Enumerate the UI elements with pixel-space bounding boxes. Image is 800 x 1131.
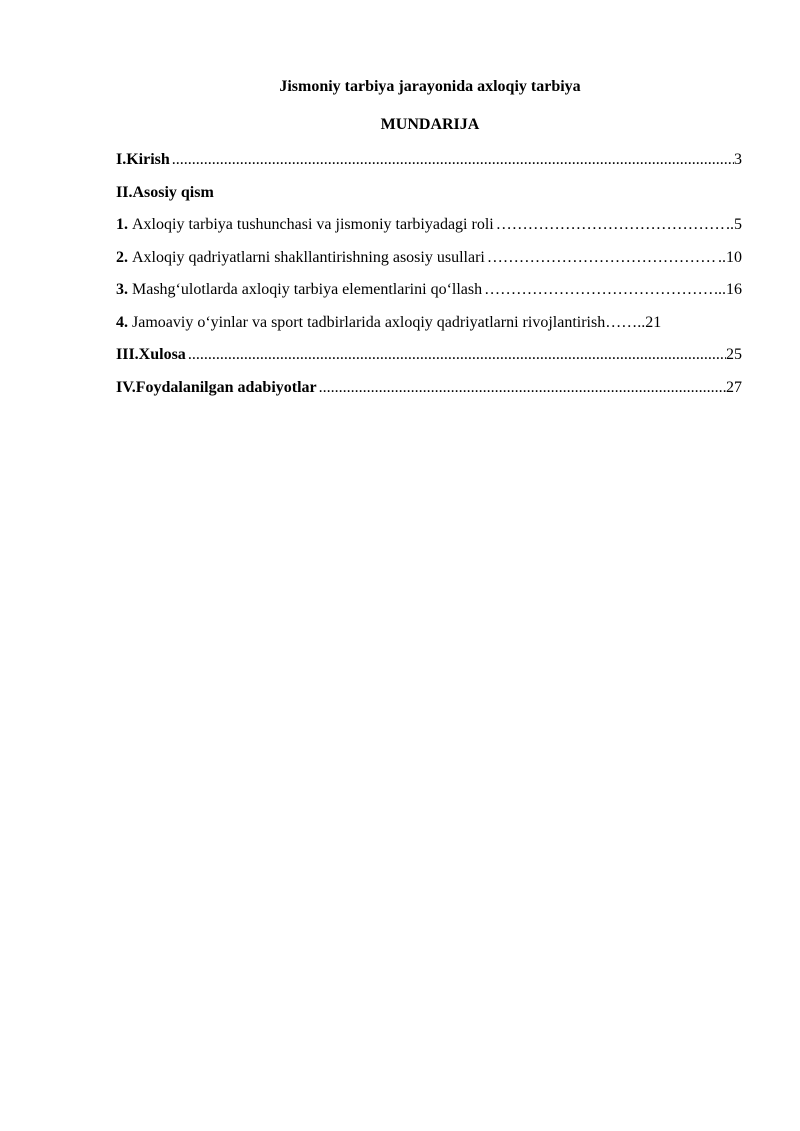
toc-entry-label: II.Asosiy qism — [116, 183, 214, 201]
toc-dot-leader — [319, 377, 726, 399]
toc-entry-3 — [116, 279, 742, 312]
toc-entry-kirish — [116, 149, 742, 182]
toc-entry-number: 4. — [116, 313, 128, 331]
toc-entry-xulosa — [116, 344, 742, 377]
toc-entry-label: Axloqiy qadriyatlarni shakllantirishning asosiy usullari — [132, 248, 485, 266]
toc-entry-1 — [116, 214, 742, 247]
toc-dot-leader — [487, 247, 718, 269]
toc-entry-2 — [116, 247, 742, 280]
toc-entry-label: I.Kirish — [116, 151, 170, 168]
toc-dot-leader — [172, 149, 734, 171]
toc-entry-label: Jamoaviy o‘yinlar va sport tadbirlarida axloqiy qadriyatlarni rivojlantirish — [132, 313, 606, 331]
toc-entry-label: Mashg‘ulotlarda axloqiy tarbiya elementlarini qo‘llash — [132, 281, 483, 298]
document-title: Jismoniy tarbiya jarayonida axloqiy tarbiya — [279, 78, 581, 95]
toc-dot-leader — [484, 279, 714, 301]
toc-entry-4 — [116, 312, 742, 345]
toc-entry-adabiyotlar — [116, 377, 742, 410]
toc-page-number: 25 — [726, 346, 742, 363]
toc-entry-label: Axloqiy tarbiya tushunchasi va jismoniy tarbiyadagi roli — [132, 216, 494, 233]
toc-entry-label: III.Xulosa — [116, 346, 186, 363]
toc-page-number: ..5 — [726, 216, 742, 233]
toc-page-number: ..10 — [718, 248, 742, 266]
toc-heading: MUNDARIJA — [380, 116, 480, 133]
toc-entry-number: 3. — [116, 281, 128, 298]
toc-entry-number: 2. — [116, 248, 128, 266]
toc-entry-label: IV.Foydalanilgan adabiyotlar — [116, 378, 317, 396]
table-of-contents — [116, 149, 742, 409]
toc-page-number: 27 — [726, 378, 742, 396]
toc-page-number: ……..21 — [605, 313, 662, 331]
toc-entry-asosiy-qism — [116, 182, 742, 215]
toc-page-number: 3 — [734, 151, 742, 168]
toc-dot-leader — [188, 344, 726, 366]
toc-dot-leader — [496, 214, 726, 236]
toc-entry-number: 1. — [116, 216, 128, 233]
toc-page-number: ...16 — [714, 281, 742, 298]
